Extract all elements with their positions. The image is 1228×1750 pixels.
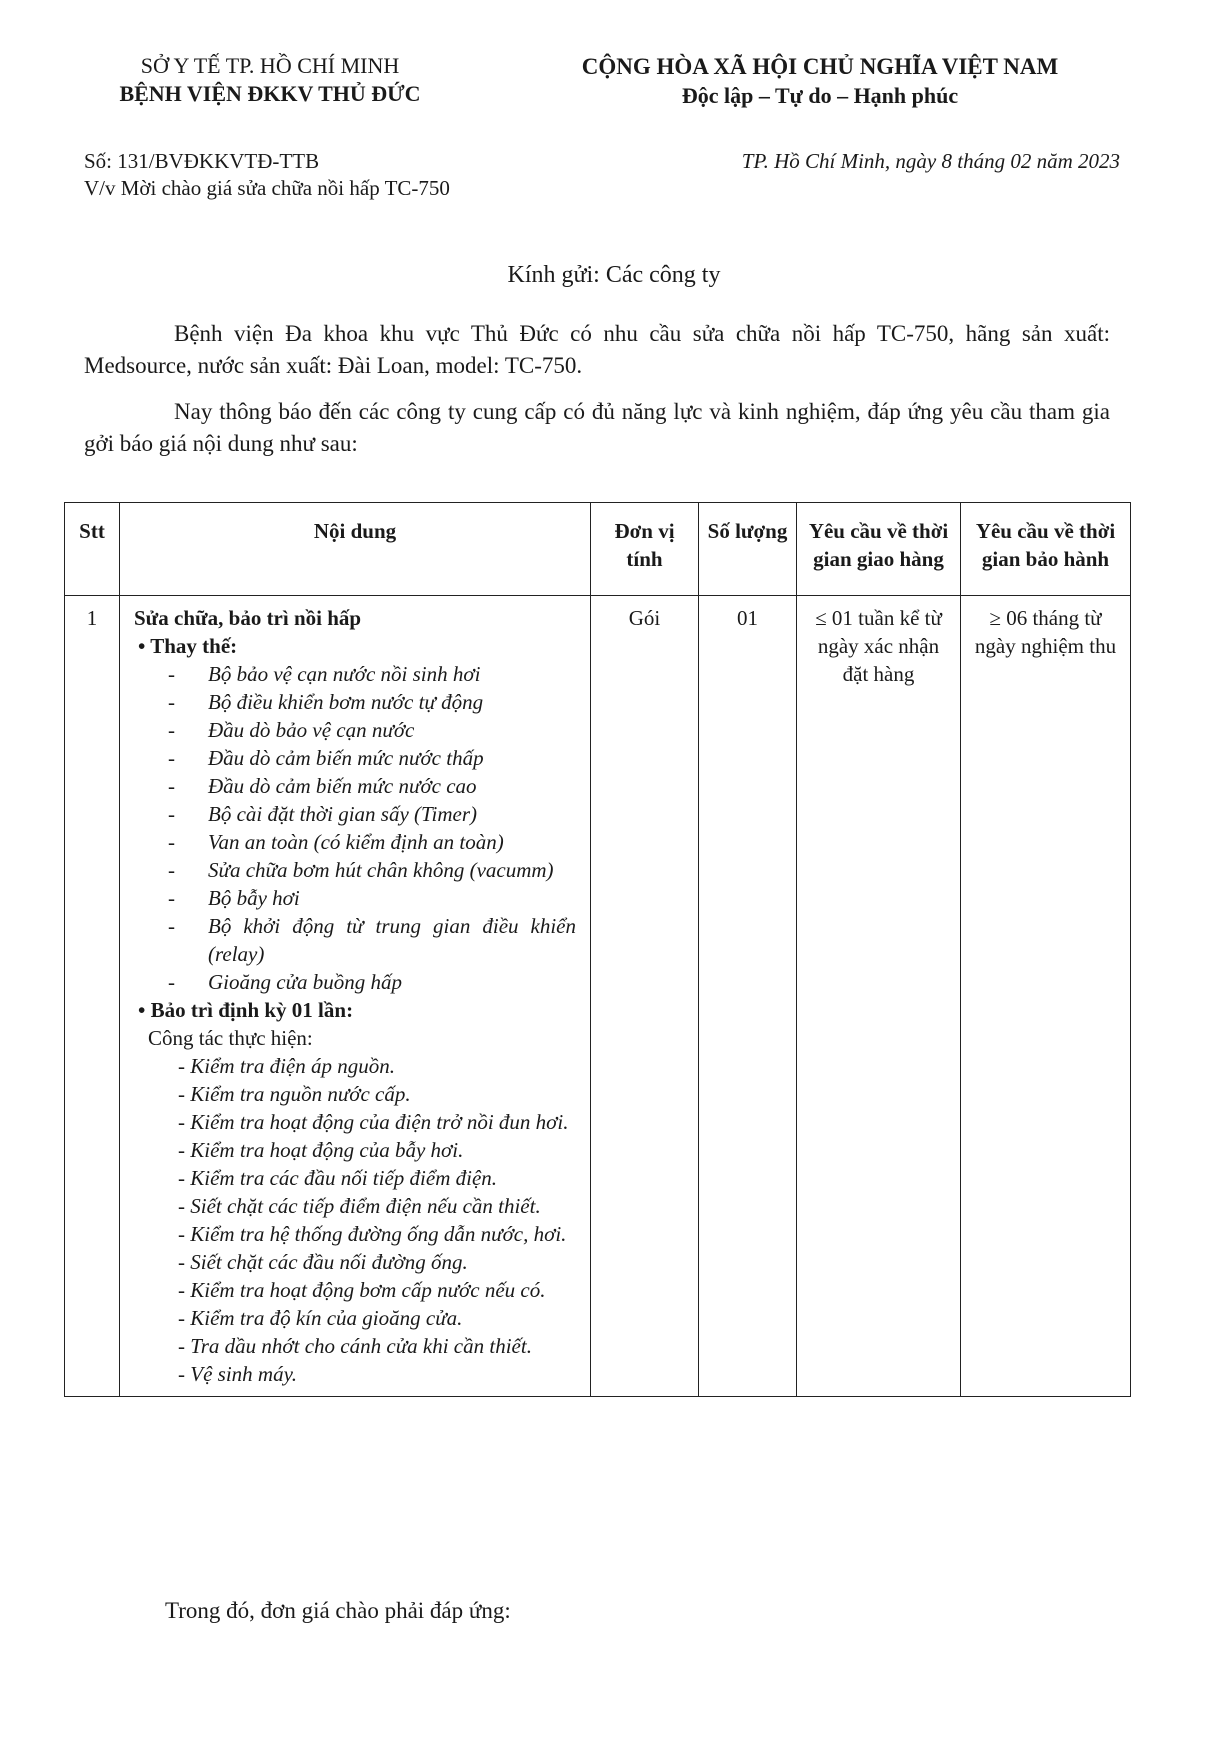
document-meta bbox=[84, 148, 524, 202]
list-item: - Bộ cài đặt thời gian sấy (Timer) bbox=[126, 800, 584, 828]
list-item: - Siết chặt các đầu nối đường ống. bbox=[178, 1250, 468, 1274]
parent-agency: SỞ Y TẾ TP. HỒ CHÍ MINH bbox=[140, 53, 400, 78]
national-header bbox=[510, 52, 1130, 110]
national-motto: Độc lập – Tự do – Hạnh phúc bbox=[681, 83, 959, 108]
list-item: - Bộ khởi động từ trung gian điều khiển (relay) bbox=[126, 912, 584, 968]
list-item: - Kiểm tra độ kín của gioăng cửa. bbox=[178, 1306, 463, 1330]
list-item: - Kiểm tra hoạt động bơm cấp nước nếu có. bbox=[178, 1278, 546, 1302]
maintenance-list bbox=[126, 1052, 584, 1388]
place-date: TP. Hồ Chí Minh, ngày 8 tháng 02 năm 2023 bbox=[741, 149, 1120, 173]
header-stt: Stt bbox=[65, 503, 120, 596]
agency-header bbox=[70, 52, 470, 108]
list-item: - Kiểm tra hoạt động của điện trở nồi đun hơi. bbox=[178, 1110, 569, 1134]
table-row bbox=[65, 596, 1131, 1397]
list-item: - Siết chặt các tiếp điểm điện nếu cần thiết. bbox=[178, 1194, 541, 1218]
replace-list bbox=[126, 660, 584, 996]
list-item: - Đầu dò cảm biến mức nước thấp bbox=[126, 744, 584, 772]
list-item: - Van an toàn (có kiểm định an toàn) bbox=[126, 828, 584, 856]
cell-delivery: ≤ 01 tuần kể từ ngày xác nhận đặt hàng bbox=[797, 596, 961, 1397]
header-delivery: Yêu cầu về thời gian giao hàng bbox=[797, 503, 961, 596]
intro-paragraph bbox=[84, 318, 1110, 382]
maintenance-intro: Công tác thực hiện: bbox=[148, 1026, 313, 1050]
intro-text: Bệnh viện Đa khoa khu vực Thủ Đức có nhu cầu sửa chữa nồi hấp TC-750, hãng sản xuất: Medsource, nước sản xuất: Đài Loan, model: TC-750. bbox=[84, 321, 1110, 378]
cell-warranty: ≥ 06 tháng từ ngày nghiệm thu bbox=[961, 596, 1131, 1397]
list-item: - Kiểm tra hoạt động của bẫy hơi. bbox=[178, 1138, 464, 1162]
national-title: CỘNG HÒA XÃ HỘI CHỦ NGHĨA VIỆT NAM bbox=[581, 54, 1059, 79]
header-warranty: Yêu cầu về thời gian bảo hành bbox=[961, 503, 1131, 596]
hospital-name: BỆNH VIỆN ĐKKV THỦ ĐỨC bbox=[119, 81, 421, 106]
replace-heading: • Thay thế: bbox=[138, 634, 238, 658]
cell-content bbox=[120, 596, 591, 1397]
list-item: - Đầu dò bảo vệ cạn nước bbox=[126, 716, 584, 744]
item-title: Sửa chữa, bảo trì nồi hấp bbox=[134, 606, 362, 630]
list-item: - Kiểm tra hệ thống đường ống dẫn nước, hơi. bbox=[178, 1222, 567, 1246]
cell-quantity: 01 bbox=[699, 596, 797, 1397]
list-item: - Đầu dò cảm biến mức nước cao bbox=[126, 772, 584, 800]
list-item: - Vệ sinh máy. bbox=[178, 1362, 297, 1386]
notice-paragraph bbox=[84, 396, 1110, 460]
cell-stt: 1 bbox=[65, 596, 120, 1397]
list-item: - Kiểm tra nguồn nước cấp. bbox=[178, 1082, 411, 1106]
footer-text: Trong đó, đơn giá chào phải đáp ứng: bbox=[165, 1598, 511, 1623]
maintenance-heading: • Bảo trì định kỳ 01 lần: bbox=[138, 998, 354, 1022]
header-unit: Đơn vị tính bbox=[591, 503, 699, 596]
list-item: - Bộ bảo vệ cạn nước nồi sinh hơi bbox=[126, 660, 584, 688]
header-quantity: Số lượng bbox=[699, 503, 797, 596]
notice-text: Nay thông báo đến các công ty cung cấp có đủ năng lực và kinh nghiệm, đáp ứng yêu cầu tham gia gởi báo giá nội dung như sau: bbox=[84, 399, 1110, 456]
list-item: - Bộ điều khiển bơm nước tự động bbox=[126, 688, 584, 716]
document-number: Số: 131/BVĐKKVTĐ-TTB bbox=[84, 149, 320, 173]
list-item: - Gioăng cửa buồng hấp bbox=[126, 968, 584, 996]
document-subject: V/v Mời chào giá sửa chữa nồi hấp TC-750 bbox=[84, 176, 450, 200]
greeting: Kính gửi: Các công ty bbox=[507, 262, 721, 288]
cell-unit: Gói bbox=[591, 596, 699, 1397]
list-item: - Tra dầu nhớt cho cánh cửa khi cần thiết. bbox=[178, 1334, 532, 1358]
header-content: Nội dung bbox=[120, 503, 591, 596]
list-item: - Kiểm tra các đầu nối tiếp điểm điện. bbox=[178, 1166, 498, 1190]
list-item: - Bộ bẫy hơi bbox=[126, 884, 584, 912]
list-item: - Kiểm tra điện áp nguồn. bbox=[178, 1054, 395, 1078]
quote-table bbox=[64, 502, 1131, 1397]
list-item: - Sửa chữa bơm hút chân không (vacumm) bbox=[126, 856, 584, 884]
table-header-row bbox=[65, 503, 1131, 596]
